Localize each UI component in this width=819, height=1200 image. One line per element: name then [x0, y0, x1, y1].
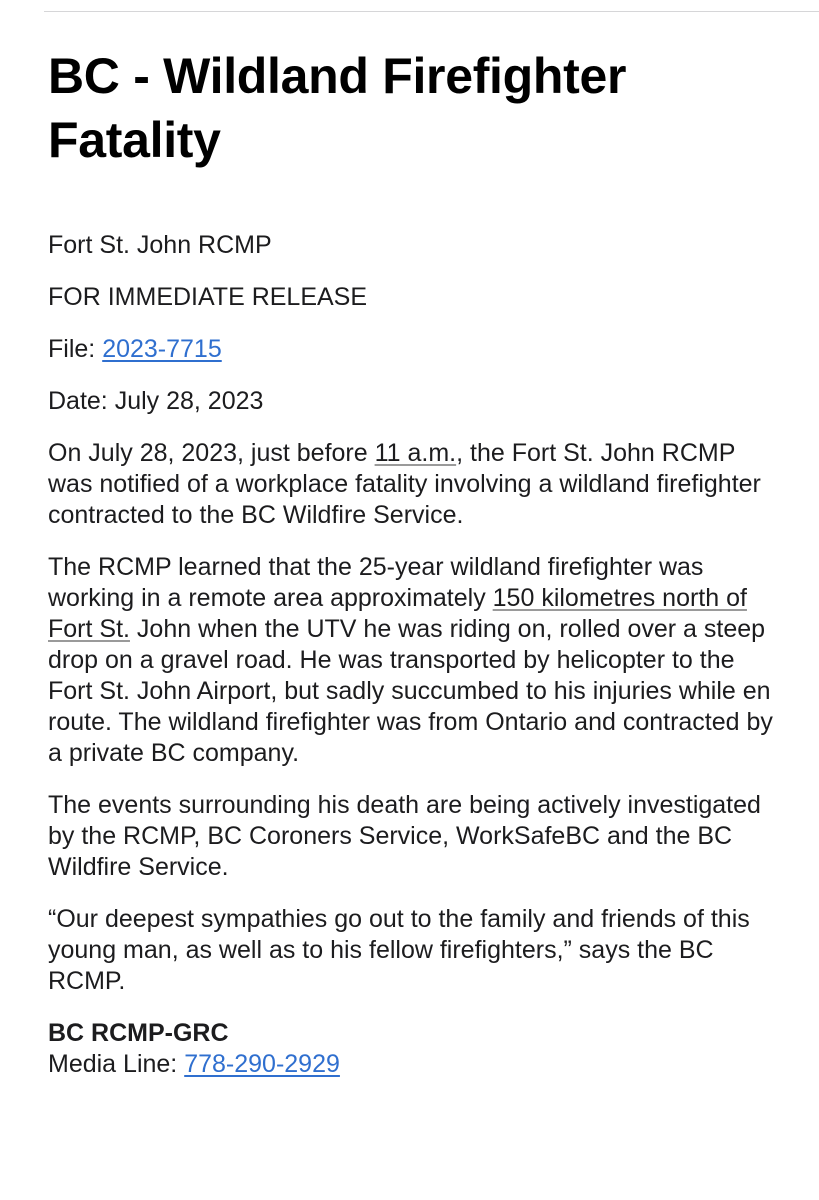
- signature-org: BC RCMP-GRC: [48, 1019, 229, 1047]
- paragraph-details: [48, 552, 773, 769]
- paragraph-incident: [48, 438, 773, 531]
- paragraph-incident-text-c: , the Fort St. John RCMP was notified of a workplace fatality involving a wildland firefighter contracted to the BC Wildfire Service.: [48, 439, 761, 529]
- paragraph-details-text-c: John when the UTV he was riding on, rolled over a steep drop on a gravel road. He was transported by helicopter to the Fort St. John Airport, but sadly succumbed to his injuries while en route. The wildland firefighter was from Ontario and contracted by a private BC company.: [48, 615, 773, 767]
- date-line: Date: July 28, 2023: [48, 387, 264, 415]
- release-label: FOR IMMEDIATE RELEASE: [48, 283, 368, 311]
- paragraph-details-text-a: The RCMP learned that the 25-year wildland firefighter was working in a remote area approximately: [48, 553, 704, 612]
- media-line-label: Media Line:: [48, 1050, 185, 1078]
- paragraph-incident-text-a: On July 28, 2023, just before: [48, 439, 375, 467]
- article-body: [48, 230, 773, 1080]
- distance-detected-link[interactable]: 150 kilometres north of Fort St.: [48, 584, 747, 643]
- paragraph-investigation: The events surrounding his death are being actively investigated by the RCMP, BC Coroners Service, WorkSafeBC and the BC Wildfire Service.: [48, 791, 761, 881]
- file-number-link[interactable]: 2023-7715: [102, 335, 222, 363]
- file-label: File:: [48, 335, 103, 363]
- paragraph-quote: “Our deepest sympathies go out to the family and friends of this young man, as well as to his fellow firefighters,” says the BC RCMP.: [48, 905, 750, 995]
- file-line: [48, 334, 773, 365]
- signature-block: [48, 1018, 773, 1080]
- top-divider: [44, 11, 819, 12]
- page-title: BC - Wildland Firefighter Fatality: [48, 48, 627, 168]
- time-detected-link[interactable]: 11 a.m.: [374, 439, 457, 467]
- detachment-line: Fort St. John RCMP: [48, 231, 272, 259]
- media-phone-link[interactable]: 778-290-2929: [184, 1050, 340, 1078]
